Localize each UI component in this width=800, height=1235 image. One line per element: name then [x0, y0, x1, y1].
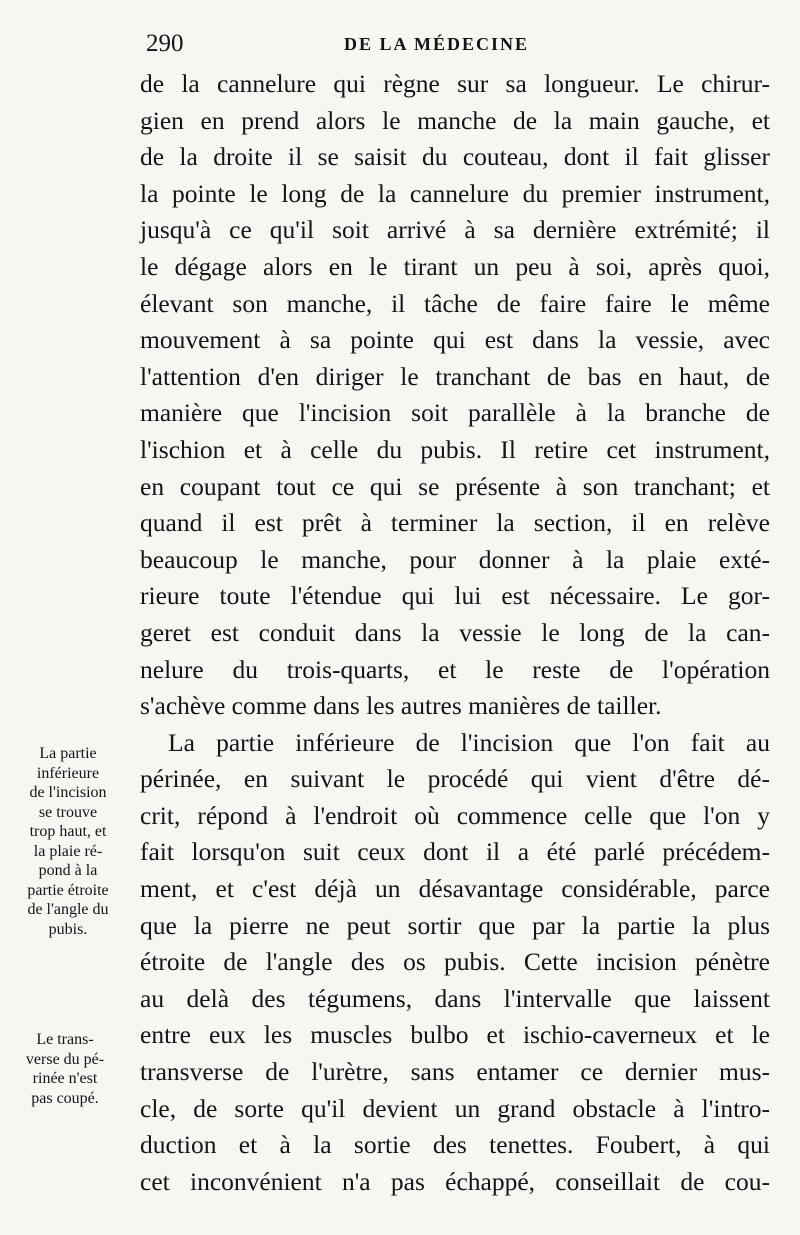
text-line: beaucoup le manche, pour donner à la plaie exté-	[140, 544, 770, 574]
main-text	[140, 66, 770, 1200]
text-line: jusqu'à ce qu'il soit arrivé à sa dernière extrémité; il	[140, 215, 770, 245]
text-line: étroite de l'angle des os pubis. Cette incision pénètre	[140, 947, 770, 977]
text-line: en coupant tout ce qui se présente à son tranchant; et	[140, 471, 770, 501]
margin-note-line: partie étroite	[27, 881, 109, 899]
text-line: la pointe le long de la cannelure du premier instrument,	[140, 178, 770, 208]
margin-note-line: Le trans-	[36, 1031, 94, 1048]
margin-note-line: rinée n'est	[32, 1070, 98, 1087]
text-line: le dégage alors en le tirant un peu à soi, après quoi,	[140, 251, 770, 281]
text-line: entre eux les muscles bulbo et ischio-caverneux et le	[140, 1020, 770, 1050]
margin-note-line: pond à la	[38, 862, 98, 879]
text-line: duction et à la sortie des tenettes. Foubert, à qui	[140, 1130, 770, 1160]
text-line: cet inconvénient n'a pas échappé, conseillait de cou-	[140, 1166, 770, 1196]
margin-note-line: verse du pé-	[25, 1050, 105, 1068]
page-header	[146, 30, 766, 64]
margin-note-line: pas coupé.	[31, 1089, 99, 1107]
text-line: cle, de sorte qu'il devient un grand obstacle à l'intro-	[140, 1093, 770, 1123]
text-line: fait lorsqu'on suit ceux dont il a été parlé précédem-	[140, 837, 770, 867]
text-line: de la droite il se saisit du couteau, dont il fait glisser	[140, 142, 770, 172]
text-line: l'ischion et à celle du pubis. Il retire cet instrument,	[140, 434, 770, 464]
margin-note-incision	[8, 744, 128, 939]
margin-note-line: se trouve	[38, 803, 98, 821]
margin-note-line: de l'incision	[29, 784, 107, 801]
text-line: geret est conduit dans la vessie le long de la can-	[140, 617, 770, 647]
text-line: quand il est prêt à terminer la section, il en relève	[140, 508, 770, 538]
margin-note-line: La partie	[39, 745, 97, 762]
text-line: ment, et c'est déjà un désavantage considérable, parce	[140, 874, 770, 904]
text-line: l'attention d'en diriger le tranchant de bas en haut, de	[140, 361, 770, 391]
text-line: manière que l'incision soit parallèle à la branche de	[140, 398, 770, 428]
margin-note-line: de l'angle du	[27, 901, 109, 918]
margin-note-line: trop haut, et	[29, 823, 107, 840]
text-line: élevant son manche, il tâche de faire faire le même	[140, 288, 770, 318]
margin-note-transverse	[10, 1030, 120, 1108]
text-line: crit, répond à l'endroit où commence celle que l'on y	[140, 800, 770, 830]
margin-note-line: inférieure	[36, 764, 100, 782]
text-line: nelure du trois-quarts, et le reste de l'opération	[140, 654, 770, 684]
text-line: mouvement à sa pointe qui est dans la vessie, avec	[140, 325, 770, 355]
text-line: gien en prend alors le manche de la main gauche, et	[140, 105, 770, 135]
running-head: DE LA MÉDECINE	[344, 34, 530, 54]
text-line: La partie inférieure de l'incision que l'on fait au	[168, 727, 770, 757]
text-line: transverse de l'urètre, sans entamer ce dernier mus-	[140, 1057, 770, 1087]
margin-note-line: la plaie ré-	[33, 842, 103, 860]
page-number: 290	[146, 30, 184, 57]
text-line: périnée, en suivant le procédé qui vient d'être dé-	[140, 764, 770, 794]
text-line: rieure toute l'étendue qui lui est nécessaire. Le gor-	[140, 581, 770, 611]
text-line: de la cannelure qui règne sur sa longueur. Le chirur-	[140, 69, 770, 98]
text-line: s'achève comme dans les autres manières de tailler.	[140, 691, 662, 721]
margin-note-line: pubis.	[48, 920, 88, 938]
text-line: que la pierre ne peut sortir que par la partie la plus	[140, 910, 770, 940]
text-line: au delà des tégumens, dans l'intervalle que laissent	[140, 983, 770, 1013]
